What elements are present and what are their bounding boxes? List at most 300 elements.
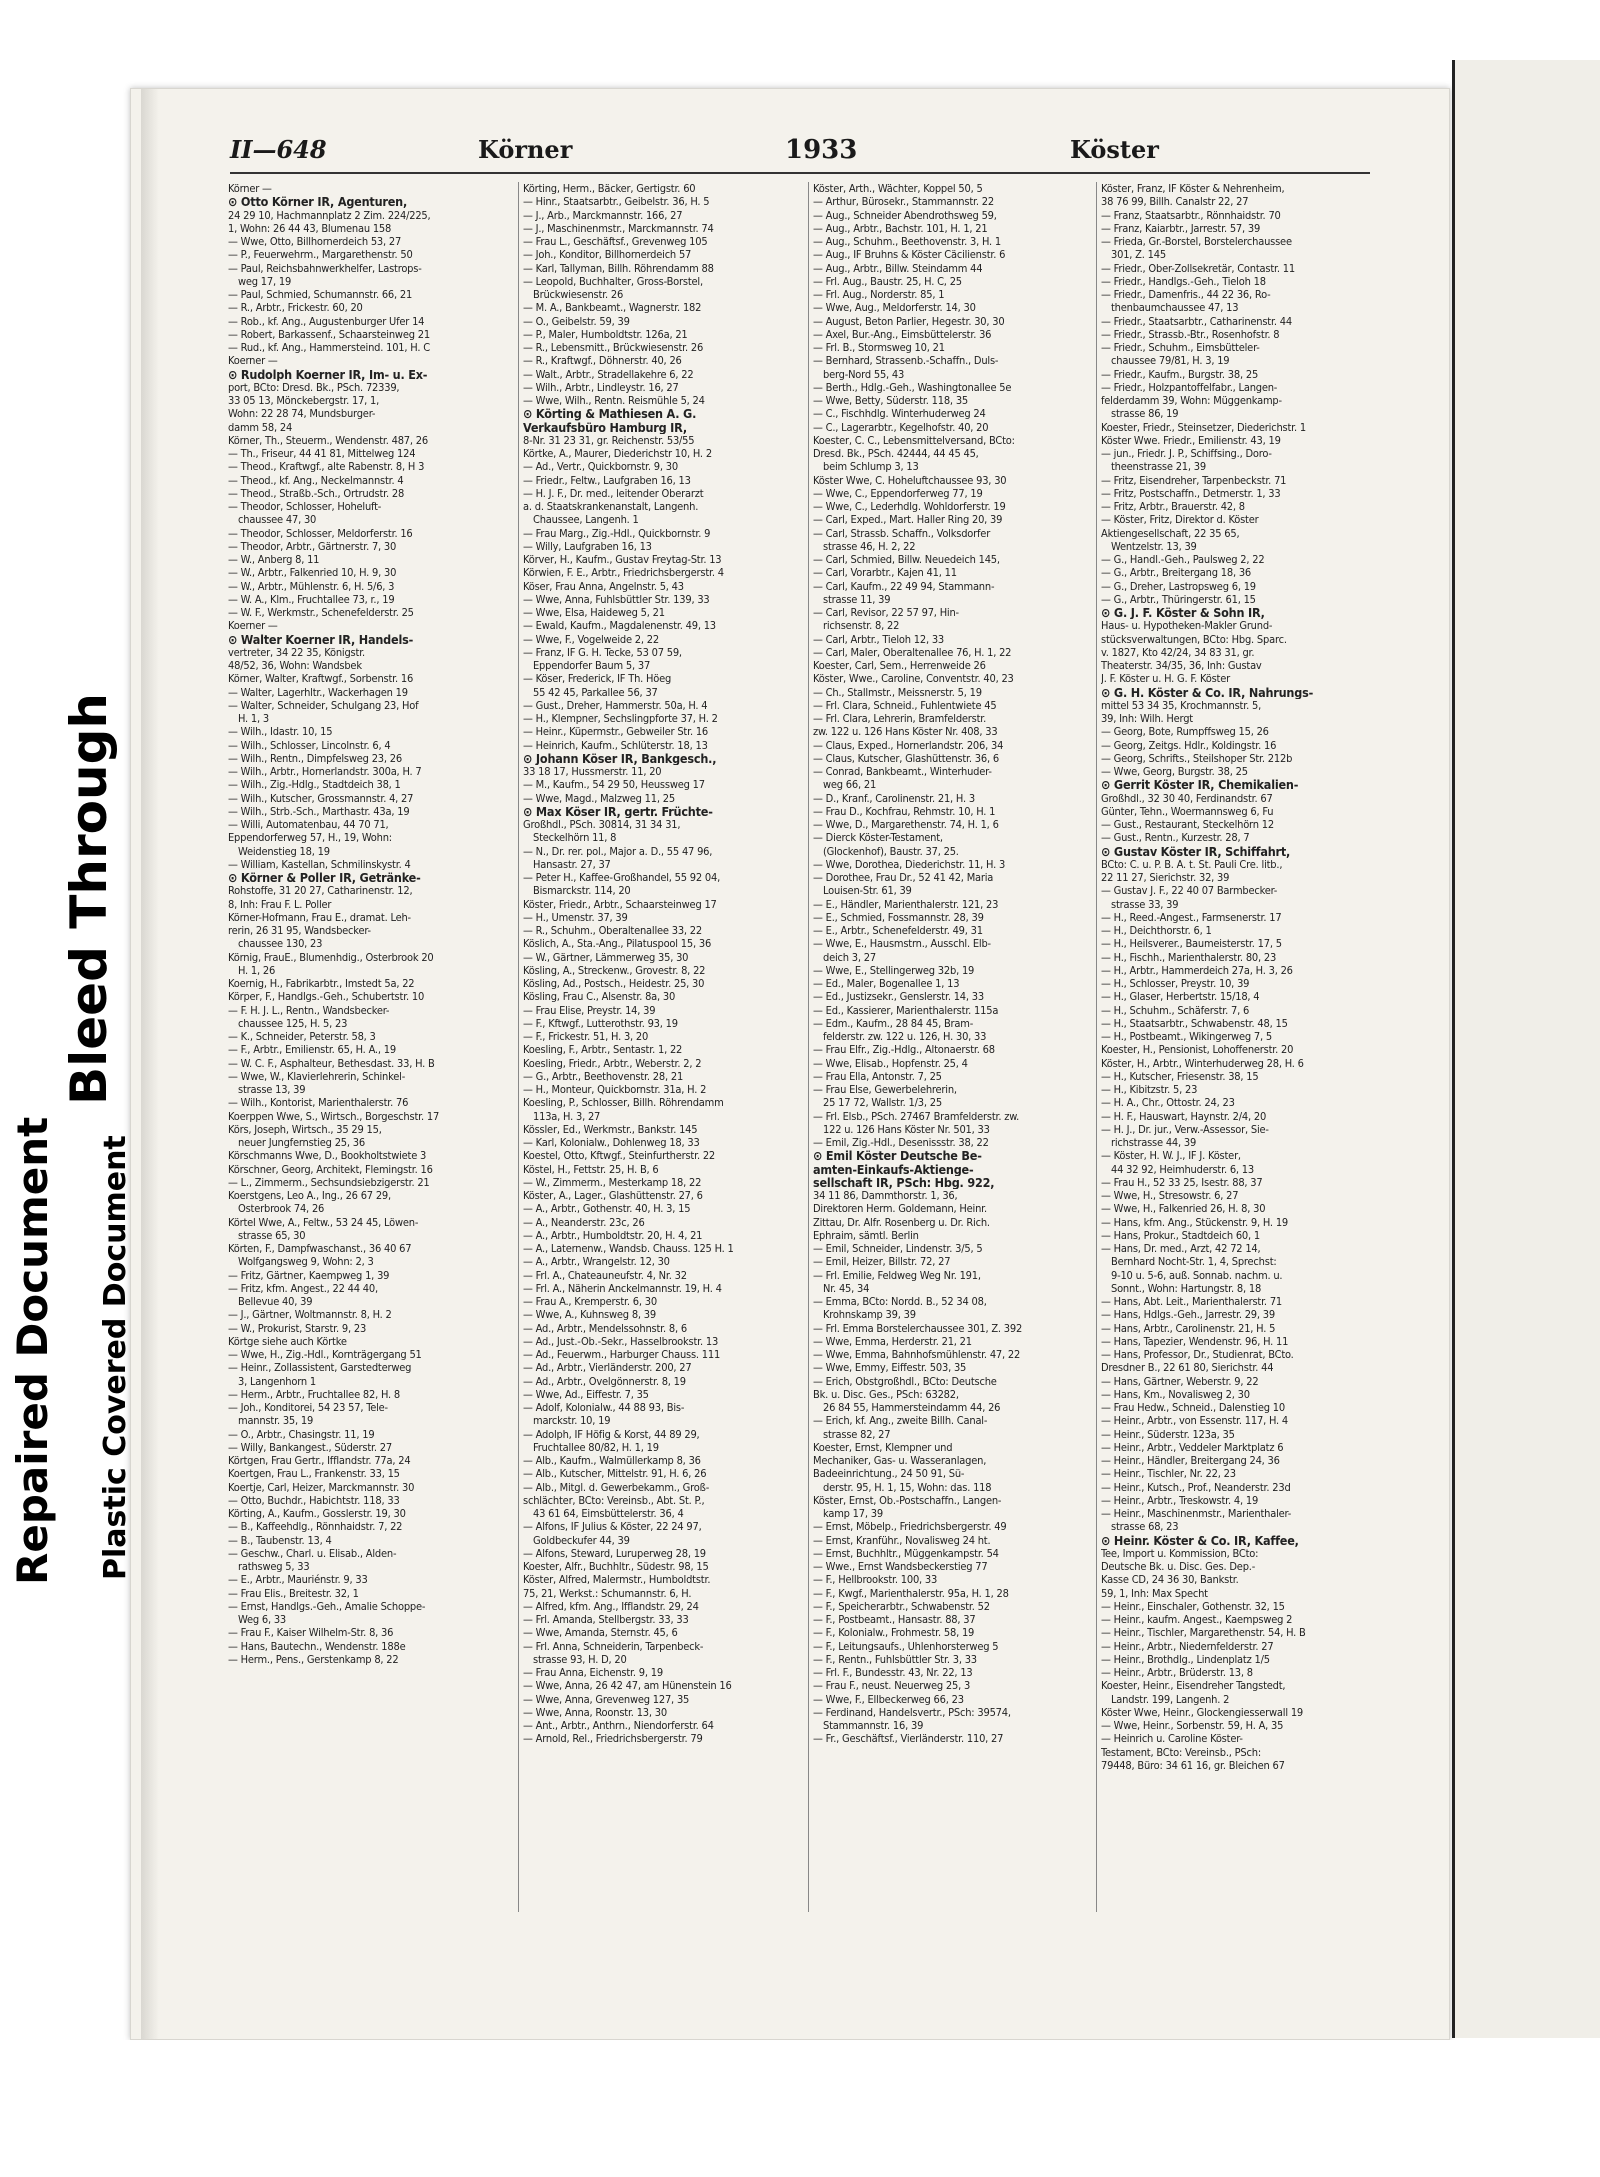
directory-entry: Dresdner B., 22 61 80, Sierichstr. 44 bbox=[1101, 1361, 1274, 1375]
directory-entry: 301, Z. 145 bbox=[1111, 248, 1166, 262]
directory-entry: Körtel Wwe, A., Feltw., 53 24 45, Löwen- bbox=[228, 1215, 419, 1229]
directory-entry: — E., Händler, Marienthalerstr. 121, 23 bbox=[813, 897, 999, 911]
directory-entry: — Ch., Stallmstr., Meissnerstr. 5, 19 bbox=[813, 685, 982, 699]
directory-entry: — R., Kraftwgf., Döhnerstr. 40, 26 bbox=[523, 354, 682, 368]
directory-entry: — Wwe, Amanda, Sternstr. 45, 6 bbox=[523, 1626, 678, 1640]
directory-entry: Wohn: 22 28 74, Mundsburger- bbox=[228, 407, 376, 421]
directory-entry: — Willy, Laufgraben 16, 13 bbox=[523, 539, 652, 553]
directory-entry: strasse 93, H. D, 20 bbox=[533, 1652, 627, 1666]
directory-entry: 26 84 55, Hammersteindamm 44, 26 bbox=[823, 1401, 1001, 1414]
directory-entry: Koester, H., Pensionist, Lohoffenerstr. 20 bbox=[1101, 1043, 1294, 1057]
directory-entry: — Wwe, Otto, Billhornerdeich 53, 27 bbox=[228, 235, 402, 248]
page-fold-shadow bbox=[141, 89, 159, 2039]
directory-entry: — Emil, Heizer, Billstr. 72, 27 bbox=[813, 1255, 951, 1269]
directory-entry: port, BCto: Dresd. Bk., PSch. 72339, bbox=[228, 380, 400, 394]
directory-entry: — A., Neanderstr. 23c, 26 bbox=[523, 1215, 645, 1229]
directory-entry: Fruchtallee 80/82, H. 1, 19 bbox=[533, 1440, 659, 1454]
directory-entry: — F., Arbtr., Emilienstr. 65, H. A., 19 bbox=[228, 1043, 396, 1057]
directory-entry: — Wwe, A., Kuhnsweg 8, 39 bbox=[523, 1308, 656, 1322]
directory-entry: — Heinr., Arbtr., Niedernfelderstr. 27 bbox=[1101, 1639, 1274, 1653]
directory-entry: — Ernst, Kranführ., Novalisweg 24 ht. bbox=[813, 1533, 991, 1547]
directory-entry: 33 05 13, Mönckebergstr. 17, 1, bbox=[228, 394, 380, 407]
directory-entry: Köslich, A., Sta.-Ang., Pilatuspool 15, 36 bbox=[523, 937, 712, 951]
directory-entry: — Köser, Frederick, IF Th. Höeg bbox=[523, 672, 672, 686]
directory-entry: — R., Lebensmitt., Brückwiesenstr. 26 bbox=[523, 341, 704, 354]
directory-entry: Köster, H., Arbtr., Winterhuderweg 28, H. 6 bbox=[1101, 1056, 1304, 1070]
directory-entry: — W., Gärtner, Lämmerweg 35, 30 bbox=[523, 950, 689, 964]
directory-entry: — Heinr., Einschaler, Gothenstr. 32, 15 bbox=[1101, 1599, 1285, 1613]
directory-entry: — Paul, Reichsbahnwerkhelfer, Lastrops- bbox=[228, 261, 422, 275]
directory-entry: — W., Arbtr., Mühlenstr. 6, H. 5/6, 3 bbox=[228, 579, 395, 593]
directory-entry: — Conrad, Bankbeamt., Winterhuder- bbox=[813, 765, 992, 778]
directory-entry: — Frl. F., Bundesstr. 43, Nr. 22, 13 bbox=[813, 1666, 973, 1679]
directory-entry: Bismarckstr. 114, 20 bbox=[533, 884, 631, 898]
directory-entry: — Ad., Arbtr., Mendelssohnstr. 8, 6 bbox=[523, 1321, 687, 1335]
directory-entry: marckstr. 10, 19 bbox=[533, 1414, 611, 1428]
directory-entry: — Carl, Vorarbtr., Kajen 41, 11 bbox=[813, 566, 957, 580]
directory-entry: 39, Inh: Wilh. Hergt bbox=[1101, 712, 1193, 725]
directory-entry: Köster Wwe, Heinr., Glockengiesserwall 19 bbox=[1101, 1705, 1304, 1719]
directory-entry: — Alb., Kaufm., Walmüllerkamp 8, 36 bbox=[523, 1454, 701, 1467]
directory-entry: — Carl, Kaufm., 22 49 94, Stammann- bbox=[813, 579, 995, 593]
directory-entry: — H., Umenstr. 37, 39 bbox=[523, 910, 628, 924]
directory-entry: — Fritz, Eisendreher, Tarpenbeckstr. 71 bbox=[1101, 473, 1287, 487]
directory-entry: Weg 6, 33 bbox=[238, 1613, 287, 1626]
directory-entry: — Erich, kf. Ang., zweite Billh. Canal- bbox=[813, 1414, 988, 1428]
directory-entry: Körtgen, Frau Gertr., Ifflandstr. 77a, 24 bbox=[228, 1454, 411, 1467]
directory-entry: — Wwe, Betty, Süderstr. 118, 35 bbox=[813, 394, 969, 407]
directory-entry: Körting, Herm., Bäcker, Gertigstr. 60 bbox=[523, 182, 696, 195]
directory-entry: — Wwe, Emma, Bahnhofsmühlenstr. 47, 22 bbox=[813, 1348, 1021, 1361]
directory-entry: 122 u. 126 Hans Köster Nr. 501, 33 bbox=[823, 1122, 990, 1136]
directory-entry: Eppendorfer Baum 5, 37 bbox=[533, 659, 651, 672]
directory-entry: — Heinrich u. Caroline Köster- bbox=[1101, 1732, 1243, 1746]
directory-entry: Theaterstr. 34/35, 36, Inh: Gustav bbox=[1101, 659, 1262, 672]
directory-entry: — Ad., Arbtr., Vierländerstr. 200, 27 bbox=[523, 1361, 692, 1375]
directory-entry: — Walt., Arbtr., Stradellakehre 6, 22 bbox=[523, 367, 694, 381]
directory-entry: chaussee 125, H. 5, 23 bbox=[238, 1016, 348, 1030]
directory-entry: — F., Kwgf., Marienthalerstr. 95a, H. 1, 28 bbox=[813, 1586, 1009, 1600]
directory-entry: — Willy, Bankangest., Süderstr. 27 bbox=[228, 1440, 392, 1454]
directory-entry: Körwien, F. E., Arbtr., Friedrichsbergerstr. 4 bbox=[523, 566, 724, 580]
directory-entry: — Ewald, Kaufm., Magdalenenstr. 49, 13 bbox=[523, 619, 716, 633]
directory-entry: Koester, C. C., Lebensmittelversand, BCto: bbox=[813, 433, 1015, 447]
directory-entry: — Theodor, Schlosser, Meldorferstr. 16 bbox=[228, 526, 413, 540]
directory-entry: — Frau D., Kochfrau, Rehmstr. 10, H. 1 bbox=[813, 804, 996, 818]
directory-entry: — Claus, Exped., Hornerlandstr. 206, 34 bbox=[813, 738, 1004, 752]
directory-entry: — jun., Friedr. J. P., Schiffsing., Doro- bbox=[1101, 447, 1272, 460]
directory-entry: — Wwe, H., Zig.-Hdl., Kornträgergang 51 bbox=[228, 1348, 422, 1361]
directory-entry: richsenstr. 8, 22 bbox=[823, 619, 900, 633]
directory-entry: — Wwe, Anna, Grevenweg 127, 35 bbox=[523, 1692, 690, 1706]
directory-entry: — Ed., Justizsekr., Genslerstr. 14, 33 bbox=[813, 990, 984, 1004]
directory-entry: — W. A., Klm., Fruchtallee 73, r., 19 bbox=[228, 592, 395, 606]
directory-entry: Bernhard Nocht-Str. 1, 4, Sprechst: bbox=[1111, 1255, 1277, 1269]
directory-entry: Körner — bbox=[228, 182, 272, 195]
directory-entry: — Frau Marg., Zig.-Hdl., Quickbornstr. 9 bbox=[523, 526, 711, 540]
directory-entry: — Frau H., 52 33 25, Isestr. 88, 37 bbox=[1101, 1175, 1263, 1189]
directory-entry: — Wilh., Idastr. 10, 15 bbox=[228, 725, 333, 739]
directory-entry: — Wwe, H., Falkenried 26, H. 8, 30 bbox=[1101, 1202, 1266, 1216]
directory-entry: — Frl. Clara, Schneid., Fuhlentwiete 45 bbox=[813, 698, 997, 712]
directory-entry: — Karl, Kolonialw., Dohlenweg 18, 33 bbox=[523, 1136, 700, 1149]
directory-entry: — Axel, Bur.-Ang., Eimsbüttelerstr. 36 bbox=[813, 327, 992, 341]
directory-entry: — Theod., Straßb.-Sch., Ortrudstr. 28 bbox=[228, 486, 405, 500]
directory-entry: — Wwe, Wilh., Rentn. Reismühle 5, 24 bbox=[523, 394, 705, 407]
directory-entry: — W., Anberg 8, 11 bbox=[228, 553, 320, 566]
directory-entry: zw. 122 u. 126 Hans Köster Nr. 408, 33 bbox=[813, 725, 998, 739]
directory-entry: 8, Inh: Frau F. L. Poller bbox=[228, 897, 332, 911]
directory-entry: — Wilh., Zig.-Hdlg., Stadtdeich 38, 1 bbox=[228, 778, 401, 792]
directory-entry: Körschmanns Wwe, D., Bookholtstwiete 3 bbox=[228, 1149, 427, 1163]
bleed-through-label: Bleed Through bbox=[60, 693, 118, 1105]
directory-entry: Kössler, Ed., Werkmstr., Bankstr. 145 bbox=[523, 1122, 698, 1136]
directory-entry: — Willi, Automatenbau, 44 70 71, bbox=[228, 818, 389, 831]
directory-entry: — Friedr., Damenfris., 44 22 36, Ro- bbox=[1101, 288, 1271, 301]
directory-entry: amten-Einkaufs-Aktienge- bbox=[813, 1162, 974, 1176]
directory-entry: vertreter, 34 22 35, Königstr. bbox=[228, 645, 365, 659]
directory-entry: — Friedr., Holzpantoffelfabr., Langen- bbox=[1101, 380, 1278, 394]
directory-entry: — A., Arbtr., Wrangelstr. 12, 30 bbox=[523, 1255, 670, 1269]
directory-entry: Verkaufsbüro Hamburg IR, bbox=[523, 420, 687, 434]
directory-entry: ⊙ G. J. F. Köster & Sohn IR, bbox=[1101, 606, 1265, 620]
directory-entry: — F., Speicherarbtr., Schwabenstr. 52 bbox=[813, 1599, 990, 1613]
directory-entry: Kösling, Frau C., Alsenstr. 8a, 30 bbox=[523, 990, 676, 1004]
directory-entry: — Wwe, C., Lederhdlg. Wohldorferstr. 19 bbox=[813, 500, 1006, 513]
directory-entry: — Frl. Anna, Schneiderin, Tarpenbeck- bbox=[523, 1639, 704, 1653]
directory-entry: — Emil, Zig.-Hdl., Desenissstr. 38, 22 bbox=[813, 1136, 989, 1149]
directory-entry: — Ferdinand, Handelsvertr., PSch: 39574, bbox=[813, 1705, 1011, 1719]
directory-entry: ⊙ Gustav Köster IR, Schiffahrt, bbox=[1101, 844, 1291, 858]
directory-entry: — G., Arbtr., Beethovenstr. 28, 21 bbox=[523, 1069, 684, 1083]
directory-entry: ⊙ Körner & Poller IR, Getränke- bbox=[228, 871, 421, 885]
directory-entry: — Frl. Clara, Lehrerin, Bramfelderstr. bbox=[813, 712, 987, 725]
directory-entry: ⊙ Johann Köser IR, Bankgesch., bbox=[523, 751, 717, 765]
directory-entry: schlächter, BCto: Vereinsb., Abt. St. P., bbox=[523, 1493, 705, 1507]
directory-entry: — Carl, Exped., Mart. Haller Ring 20, 39 bbox=[813, 513, 1003, 527]
directory-entry: — Aug., Arbtr., Billw. Steindamm 44 bbox=[813, 261, 983, 275]
directory-entry: — O., Geibelstr. 59, 39 bbox=[523, 314, 630, 328]
directory-entry: — Adolf, Kolonialw., 44 88 93, Bis- bbox=[523, 1401, 685, 1414]
header-rule bbox=[230, 172, 1370, 174]
repaired-document-label: Repaired Document bbox=[8, 1116, 57, 1585]
directory-entry: 34 11 86, Dammthorstr. 1, 36, bbox=[813, 1189, 958, 1202]
directory-entry: Mechaniker, Gas- u. Wasseranlagen, bbox=[813, 1454, 987, 1467]
directory-entry: strasse 13, 39 bbox=[238, 1083, 306, 1096]
directory-entry: Osterbrook 74, 26 bbox=[238, 1202, 325, 1216]
directory-entry: — Wwe, Georg, Burgstr. 38, 25 bbox=[1101, 765, 1248, 778]
directory-entry: Körper, F., Handlgs.-Geh., Schubertstr. 10 bbox=[228, 990, 425, 1004]
directory-entry: — Wilh., Strb.-Sch., Marthastr. 43a, 19 bbox=[228, 804, 410, 818]
directory-entry: — Frau Elis., Breitestr. 32, 1 bbox=[228, 1586, 359, 1600]
directory-entry: 113a, H. 3, 27 bbox=[533, 1109, 601, 1123]
directory-entry: — G., Handl.-Geh., Paulsweg 2, 22 bbox=[1101, 553, 1265, 566]
directory-entry: Koesling, F., Arbtr., Sentastr. 1, 22 bbox=[523, 1043, 683, 1057]
directory-entry: — Wwe., Ernst Wandsbeckerstieg 77 bbox=[813, 1560, 988, 1573]
directory-entry: berg-Nord 55, 43 bbox=[823, 367, 905, 381]
directory-entry: Deutsche Bk. u. Disc. Ges. Dep.- bbox=[1101, 1560, 1256, 1573]
directory-entry: — B., Taubenstr. 13, 4 bbox=[228, 1533, 332, 1547]
directory-entry: strasse 65, 30 bbox=[238, 1228, 306, 1242]
directory-entry: ⊙ Körting & Mathiesen A. G. bbox=[523, 407, 697, 421]
directory-entry: — Heinr., Kutsch., Prof., Neanderstr. 23d bbox=[1101, 1480, 1291, 1494]
directory-entry: — G., Arbtr., Breitergang 18, 36 bbox=[1101, 566, 1252, 580]
column-3 bbox=[808, 182, 1093, 1912]
directory-entry: sellschaft IR, PSch: Hbg. 922, bbox=[813, 1175, 995, 1189]
directory-entry: Rohstoffe, 31 20 27, Catharinenstr. 12, bbox=[228, 884, 413, 898]
directory-entry: Koertje, Carl, Heizer, Marckmannstr. 30 bbox=[228, 1480, 415, 1494]
directory-entry: — Hinr., Staatsarbtr., Geibelstr. 36, H. 5 bbox=[523, 195, 710, 209]
directory-entry: — H., Reed.-Angest., Farmsenerstr. 17 bbox=[1101, 910, 1282, 924]
directory-entry: — Friedr., Ober-Zollsekretär, Contastr. 11 bbox=[1101, 261, 1295, 275]
directory-entry: Köster, Alfred, Malermstr., Humboldtstr. bbox=[523, 1573, 711, 1587]
directory-entry: a. d. Staatskrankenanstalt, Langenh. bbox=[523, 500, 699, 513]
directory-entry: — Hans, Dr. med., Arzt, 42 72 14, bbox=[1101, 1242, 1261, 1255]
directory-entry: Körner-Hofmann, Frau E., dramat. Leh- bbox=[228, 910, 411, 924]
directory-entry: 75, 21, Werkst.: Schumannstr. 6, H. bbox=[523, 1586, 692, 1600]
directory-entry: Koesling, Friedr., Arbtr., Weberstr. 2, 2 bbox=[523, 1056, 702, 1070]
directory-entry: — Aug., Schneider Abendrothsweg 59, bbox=[813, 208, 997, 222]
directory-entry: thenbaumchaussee 47, 13 bbox=[1111, 301, 1239, 315]
directory-entry: — F., Kftwgf., Lutterothstr. 93, 19 bbox=[523, 1016, 678, 1030]
directory-entry: weg 17, 19 bbox=[238, 274, 292, 288]
directory-entry: — Frau Hedw., Schneid., Dalenstieg 10 bbox=[1101, 1401, 1285, 1414]
directory-entry: — Frl. Emma Borstelerchaussee 301, Z. 392 bbox=[813, 1321, 1023, 1335]
directory-entry: ⊙ Walter Koerner IR, Handels- bbox=[228, 632, 414, 646]
directory-entry: felderstr. zw. 122 u. 126, H. 30, 33 bbox=[823, 1030, 987, 1043]
directory-entry: chaussee 79/81, H. 3, 19 bbox=[1111, 354, 1230, 368]
directory-entry: — F., Rentn., Fuhlsbüttler Str. 3, 33 bbox=[813, 1652, 977, 1666]
directory-entry: strasse 86, 19 bbox=[1111, 407, 1179, 421]
directory-entry: Krohnskamp 39, 39 bbox=[823, 1308, 916, 1322]
directory-entry: — Frau F., neust. Neuerweg 25, 3 bbox=[813, 1679, 971, 1693]
directory-entry: — Theod., Kraftwgf., alte Rabenstr. 8, H 3 bbox=[228, 460, 425, 474]
directory-entry: kamp 17, 39 bbox=[823, 1507, 883, 1520]
directory-entry: — H., Kutscher, Friesenstr. 38, 15 bbox=[1101, 1069, 1259, 1083]
page-header bbox=[230, 135, 1370, 175]
directory-entry: — Wwe, Anna, 26 42 47, am Hünenstein 16 bbox=[523, 1679, 732, 1693]
directory-entry: — E., Arbtr., Mauriénstr. 9, 33 bbox=[228, 1573, 368, 1587]
directory-entry: Koester, Ernst, Klempner und bbox=[813, 1440, 953, 1454]
directory-entry: — Paul, Schmied, Schumannstr. 66, 21 bbox=[228, 288, 413, 301]
directory-entry: — William, Kastellan, Schmilinskystr. 4 bbox=[228, 857, 411, 871]
directory-entry: — Frau F., Kaiser Wilhelm-Str. 8, 36 bbox=[228, 1626, 394, 1640]
directory-entry: Direktoren Herm. Goldemann, Heinr. bbox=[813, 1202, 987, 1216]
directory-entry: — J., Maschinenmstr., Marckmannstr. 74 bbox=[523, 221, 714, 235]
directory-entry: — Heinr., Arbtr., Brüderstr. 13, 8 bbox=[1101, 1666, 1253, 1679]
directory-entry: Wentzelstr. 13, 39 bbox=[1111, 539, 1197, 553]
directory-entry: — H., Monteur, Quickbornstr. 31a, H. 2 bbox=[523, 1083, 707, 1096]
directory-entry: ⊙ Rudolph Koerner IR, Im- u. Ex- bbox=[228, 367, 428, 381]
directory-entry: — Wwe, D., Margarethenstr. 74, H. 1, 6 bbox=[813, 818, 999, 831]
directory-entry: Körtge siehe auch Körtke bbox=[228, 1334, 347, 1348]
directory-entry: — Wilh., Arbtr., Hornerlandstr. 300a, H. 7 bbox=[228, 765, 422, 778]
directory-entry: — Heinr., Arbtr., von Essenstr. 117, H. 4 bbox=[1101, 1414, 1288, 1428]
directory-entry: Köster, A., Lager., Glashüttenstr. 27, 6 bbox=[523, 1189, 703, 1202]
directory-entry: chaussee 47, 30 bbox=[238, 513, 317, 527]
column-1 bbox=[228, 182, 508, 1912]
directory-entry: — Frau A., Kremperstr. 6, 30 bbox=[523, 1295, 657, 1308]
directory-entry: — Wwe, F., Vogelweide 2, 22 bbox=[523, 632, 659, 646]
directory-entry: stücksverwaltungen, BCto: Hbg. Sparc. bbox=[1101, 632, 1287, 646]
directory-entry: 55 42 45, Parkallee 56, 37 bbox=[533, 685, 658, 699]
directory-entry: — Theod., kf. Ang., Neckelmannstr. 4 bbox=[228, 473, 404, 487]
directory-entry: — Bernhard, Strassenb.-Schaffn., Duls- bbox=[813, 354, 999, 368]
directory-entry: — Frl. Amanda, Stellbergstr. 33, 33 bbox=[523, 1613, 689, 1626]
directory-entry: — Ad., Feuerwm., Harburger Chauss. 111 bbox=[523, 1348, 721, 1361]
directory-entry: — F., Leitungsaufs., Uhlenhorsterweg 5 bbox=[813, 1639, 999, 1653]
directory-entry: Badeeinrichtung., 24 50 91, Sü- bbox=[813, 1467, 965, 1481]
directory-entry: — Heinr., Küpermstr., Gebweiler Str. 16 bbox=[523, 725, 709, 739]
directory-entry: — Aug., IF Bruhns & Köster Cäcilienstr. 6 bbox=[813, 248, 1006, 262]
directory-entry: — H., Arbtr., Hammerdeich 27a, H. 3, 26 bbox=[1101, 963, 1293, 977]
directory-entry: — Wwe, W., Klavierlehrerin, Schinkel- bbox=[228, 1069, 406, 1083]
directory-entry: strasse 11, 39 bbox=[823, 592, 891, 606]
directory-entry: — Wwe, Ad., Eiffestr. 7, 35 bbox=[523, 1387, 649, 1401]
directory-entry: Testament, BCto: Vereinsb., PSch: bbox=[1101, 1745, 1261, 1759]
directory-entry: — Wwe, Dorothea, Diederichstr. 11, H. 3 bbox=[813, 857, 1006, 871]
directory-entry: Koerner — bbox=[228, 354, 278, 368]
directory-entry: — H. A., Chr., Ottostr. 24, 23 bbox=[1101, 1096, 1235, 1110]
directory-entry: — Fritz, kfm. Angest., 22 44 40, bbox=[228, 1281, 378, 1295]
directory-entry: — O., Arbtr., Chasingstr. 11, 19 bbox=[228, 1427, 375, 1441]
directory-entry: Haus- u. Hypotheken-Makler Grund- bbox=[1101, 619, 1273, 633]
directory-entry: — J., Gärtner, Woltmannstr. 8, H. 2 bbox=[228, 1308, 392, 1322]
directory-entry: — Friedr., Strassb.-Btr., Rosenhofstr. 8 bbox=[1101, 327, 1280, 341]
directory-entry: — Frl. A., Näherin Anckelmannstr. 19, H. 4 bbox=[523, 1281, 722, 1295]
directory-entry: — Ed., Maler, Bogenallee 1, 13 bbox=[813, 977, 960, 990]
plastic-covered-label: Plastic Covered Document bbox=[98, 1135, 133, 1580]
directory-entry: Großhdl., PSch. 30814, 31 34 31, bbox=[523, 818, 681, 831]
directory-entry: Kösling, Ad., Postsch., Heidestr. 25, 30 bbox=[523, 977, 705, 990]
directory-entry: — Rud., kf. Ang., Hammersteind. 101, H. C bbox=[228, 341, 430, 354]
directory-entry: — Alfred, kfm. Ang., Ifflandstr. 29, 24 bbox=[523, 1599, 699, 1613]
directory-entry: — Herm., Pens., Gerstenkamp 8, 22 bbox=[228, 1652, 399, 1666]
directory-entry: — F. H. J. L., Rentn., Wandsbecker- bbox=[228, 1003, 390, 1017]
directory-entry: — Heinr., Brothdlg., Lindenplatz 1/5 bbox=[1101, 1652, 1270, 1666]
directory-entry: — Erich, Obstgroßhdl., BCto: Deutsche bbox=[813, 1374, 997, 1388]
directory-entry: — Ernst, Buchhltr., Müggenkampstr. 54 bbox=[813, 1546, 999, 1560]
directory-entry: Köster, Friedr., Arbtr., Schaarsteinweg 17 bbox=[523, 897, 717, 911]
directory-entry: — Frl. A., Chateauneufstr. 4, Nr. 32 bbox=[523, 1268, 687, 1282]
directory-entry: — Frieda, Gr.-Borstel, Borstelerchaussee bbox=[1101, 235, 1292, 248]
directory-entry: — Dierck Köster-Testament, bbox=[813, 831, 943, 845]
directory-entry: ⊙ Emil Köster Deutsche Be- bbox=[813, 1149, 982, 1163]
directory-entry: — Theodor, Schlosser, Hoheluft- bbox=[228, 500, 382, 513]
directory-entry: Koester, Heinr., Eisendreher Tangstedt, bbox=[1101, 1679, 1286, 1693]
directory-entry: Koester, Alfr., Buchhltr., Südestr. 98, 15 bbox=[523, 1560, 709, 1573]
directory-entry: deich 3, 27 bbox=[823, 950, 876, 964]
column-4 bbox=[1096, 182, 1381, 1912]
directory-entry: Koester, Friedr., Steinsetzer, Diederichstr. 1 bbox=[1101, 420, 1306, 434]
directory-entry: — Heinr., kaufm. Angest., Kaempsweg 2 bbox=[1101, 1613, 1293, 1626]
directory-entry: — Heinr., Arbtr., Veddeler Marktplatz 6 bbox=[1101, 1440, 1284, 1454]
directory-entry: — Arthur, Bürosekr., Stammannstr. 22 bbox=[813, 195, 994, 209]
directory-entry: — Wilh., Rentn., Dimpfelsweg 23, 26 bbox=[228, 751, 402, 765]
directory-entry: — Wwe, H., Stresowstr. 6, 27 bbox=[1101, 1189, 1239, 1202]
directory-entry: — P., Feuerwehrm., Margarethenstr. 50 bbox=[228, 248, 413, 262]
directory-entry: Bellevue 40, 39 bbox=[238, 1295, 313, 1308]
directory-entry: strasse 68, 23 bbox=[1111, 1520, 1179, 1534]
directory-entry: — A., Laternenw., Wandsb. Chauss. 125 H. 1 bbox=[523, 1242, 734, 1255]
directory-entry: v. 1827, Kto 42/24, 34 83 31, gr. bbox=[1101, 645, 1255, 659]
directory-entry: — C., Fischhdlg. Winterhuderweg 24 bbox=[813, 407, 986, 421]
directory-entry: Hansastr. 27, 37 bbox=[533, 857, 611, 871]
column-2 bbox=[518, 182, 803, 1912]
directory-entry: ⊙ Otto Körner IR, Agenturen, bbox=[228, 195, 408, 209]
directory-entry: BCto: C. u. P. B. A. t. St. Pauli Cre. litb., bbox=[1101, 857, 1283, 871]
directory-entry: — Joh., Konditorei, 54 23 57, Tele- bbox=[228, 1401, 388, 1414]
directory-entry: — Ernst, Möbelp., Friedrichsbergerstr. 49 bbox=[813, 1520, 1007, 1534]
directory-entry: — Friedr., Schuhm., Eimsbütteler- bbox=[1101, 341, 1260, 354]
directory-entry: — Ant., Arbtr., Anthrn., Niendorferstr. 64 bbox=[523, 1719, 714, 1732]
directory-entry: Körnig, FrauE., Blumenhdig., Osterbrook 20 bbox=[228, 950, 434, 964]
directory-entry: — Wwe, Elisab., Hopfenstr. 25, 4 bbox=[813, 1056, 968, 1070]
directory-entry: — Aug., Arbtr., Bachstr. 101, H. 1, 21 bbox=[813, 221, 988, 235]
directory-entry: (Glockenhof), Baustr. 37, 25. bbox=[823, 844, 959, 858]
directory-entry: Köster, Arth., Wächter, Koppel 50, 5 bbox=[813, 182, 983, 195]
directory-entry: — Ernst, Handlgs.-Geh., Amalie Schoppe- bbox=[228, 1599, 426, 1613]
directory-entry: neuer Jungfernstieg 25, 36 bbox=[238, 1136, 365, 1149]
directory-entry: Sonnt., Wohn: Hartungstr. 8, 18 bbox=[1111, 1281, 1262, 1295]
directory-entry: — Köster, H. W. J., IF J. Köster, bbox=[1101, 1149, 1241, 1163]
directory-entry: — H., Schlosser, Preystr. 10, 39 bbox=[1101, 977, 1250, 990]
directory-entry: — H. J. F., Dr. med., leitender Oberarzt bbox=[523, 486, 704, 500]
directory-entry: Koerppen Wwe, S., Wirtsch., Borgeschstr. 17 bbox=[228, 1109, 440, 1123]
directory-entry: — A., Arbtr., Gothenstr. 40, H. 3, 15 bbox=[523, 1202, 691, 1216]
directory-entry: — Frau Else, Gewerbelehrerin, bbox=[813, 1083, 957, 1096]
directory-entry: — Fritz, Gärtner, Kaempweg 1, 39 bbox=[228, 1268, 390, 1282]
directory-entry: rerin, 26 31 95, Wandsbecker- bbox=[228, 924, 371, 937]
directory-entry: — Berth., Hdlg.-Geh., Washingtonallee 5e bbox=[813, 380, 1012, 394]
directory-entry: — Alfons, Steward, Luruperweg 28, 19 bbox=[523, 1546, 706, 1560]
directory-entry: — H., Fischh., Marienthalerstr. 80, 23 bbox=[1101, 950, 1277, 964]
directory-entry: beim Schlump 3, 13 bbox=[823, 460, 919, 474]
directory-entry: — Heinr., Süderstr. 123a, 35 bbox=[1101, 1427, 1235, 1441]
directory-entry: — Heinr., Zollassistent, Garstedterweg bbox=[228, 1361, 412, 1375]
directory-entry: 25 17 72, Wallstr. 1/3, 25 bbox=[823, 1096, 942, 1110]
directory-entry: — Fritz, Postschaffn., Detmerstr. 1, 33 bbox=[1101, 486, 1281, 500]
directory-entry: — H. F., Hauswart, Haynstr. 2/4, 20 bbox=[1101, 1109, 1267, 1123]
directory-entry: — Friedr., Staatsarbtr., Catharinenstr. 44 bbox=[1101, 314, 1292, 328]
directory-entry: — H., Klempner, Sechslingpforte 37, H. 2 bbox=[523, 712, 718, 725]
directory-entry: Bk. u. Disc. Ges., PSch: 63282, bbox=[813, 1387, 959, 1401]
directory-entry: mittel 53 34 35, Krochmannstr. 5, bbox=[1101, 698, 1262, 712]
directory-entry: — Dorothee, Frau Dr., 52 41 42, Maria bbox=[813, 871, 994, 884]
directory-entry: Koester, Carl, Sem., Herrenweide 26 bbox=[813, 659, 986, 672]
directory-entry: Köster Wwe, C. Hoheluftchaussee 93, 30 bbox=[813, 473, 1007, 487]
directory-entry: — Frl. Aug., Norderstr. 85, 1 bbox=[813, 288, 945, 301]
directory-entry: — Frl. Elsb., PSch. 27467 Bramfelderstr. zw. bbox=[813, 1109, 1020, 1123]
directory-entry: — Wilh., Kontorist, Marienthalerstr. 76 bbox=[228, 1096, 409, 1110]
directory-entry: — A., Arbtr., Humboldtstr. 20, H. 4, 21 bbox=[523, 1228, 703, 1242]
directory-entry: — Wwe, Aug., Meldorferstr. 14, 30 bbox=[813, 301, 976, 315]
directory-entry: — Wwe, Emma, Herderstr. 21, 21 bbox=[813, 1334, 972, 1348]
directory-entry: — Heinrich, Kaufm., Schlüterstr. 18, 13 bbox=[523, 738, 708, 752]
directory-entry: J. F. Köster u. H. G. F. Köster bbox=[1101, 672, 1230, 686]
directory-entry: — Wwe, Heinr., Sorbenstr. 59, H. A, 35 bbox=[1101, 1719, 1284, 1732]
directory-entry: — Wwe, E., Stellingerweg 32b, 19 bbox=[813, 963, 975, 977]
directory-entry: — Leopold, Buchhalter, Gross-Borstel, bbox=[523, 274, 703, 288]
directory-entry: — Franz, Staatsarbtr., Rönnhaidstr. 70 bbox=[1101, 208, 1281, 222]
directory-entry: — Frl. B., Stormsweg 10, 21 bbox=[813, 341, 945, 354]
directory-entry: — Georg, Bote, Rumpffsweg 15, 26 bbox=[1101, 725, 1269, 739]
directory-entry: — Hans, Professor, Dr., Studienrat, BCto. bbox=[1101, 1348, 1294, 1361]
directory-entry: — K., Schneider, Peterstr. 58, 3 bbox=[228, 1030, 376, 1043]
directory-entry: Köster, Franz, IF Köster & Nehrenheim, bbox=[1101, 182, 1285, 195]
directory-entry: — Frl. Aug., Baustr. 25, H. C, 25 bbox=[813, 274, 962, 288]
directory-entry: — Hans, Gärtner, Weberstr. 9, 22 bbox=[1101, 1374, 1259, 1388]
